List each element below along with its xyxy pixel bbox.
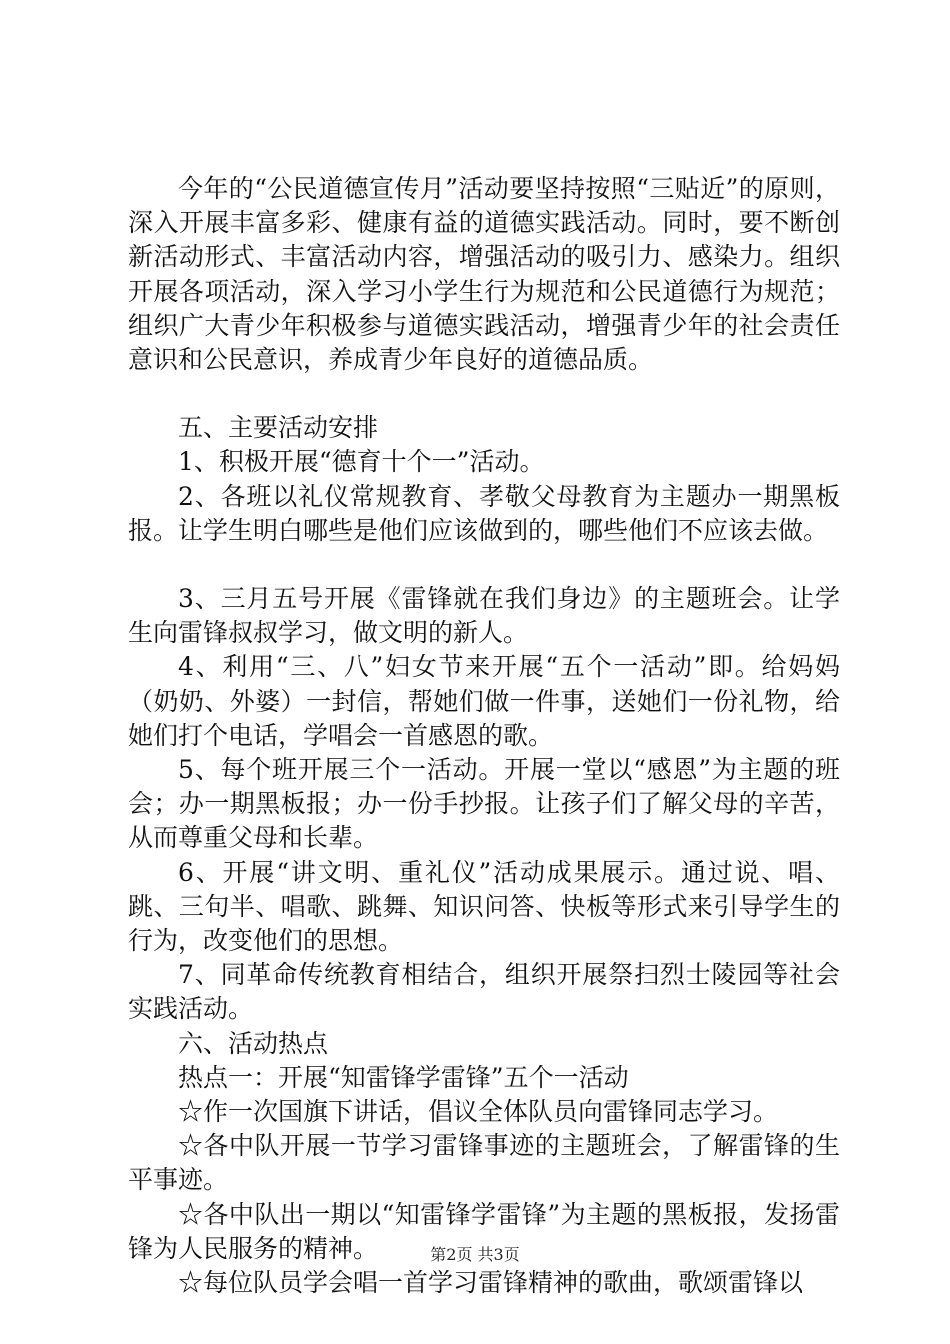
list-item: 2、各班以礼仪常规教育、孝敬父母教育为主题办一期黑板报。让学生明白哪些是他们应该做到的，哪些他们不应该去做。 [128, 481, 840, 545]
subheading-hotspot-one: 热点一：开展“知雷锋学雷锋”五个一活动 [178, 1062, 629, 1092]
list-item: 1、积极开展“德育十个一”活动。 [178, 447, 545, 477]
paragraph-spacer [128, 377, 840, 411]
list-item: ☆各中队开展一节学习雷锋事迹的主题班会，了解雷锋的生平事迹。 [128, 1131, 840, 1195]
section-heading-activities: 五、主要活动安排 [178, 413, 379, 443]
list-item: 3、三月五号开展《雷锋就在我们身边》的主题班会。让学生向雷锋叔叔学习，做文明的新人。 [128, 584, 840, 648]
list-item: ☆作一次国旗下讲话，倡议全体队员向雷锋同志学习。 [178, 1097, 779, 1127]
list-item: 4、利用“三、八”妇女节来开展“五个一活动”即。给妈妈（奶奶、外婆）一封信，帮她们做一件事，送她们一份礼物，给她们打个电话，学唱会一首感恩的歌。 [128, 652, 840, 750]
paragraph-spacer [128, 548, 840, 582]
list-item: 6、开展“讲文明、重礼仪”活动成果展示。通过说、唱、跳、三句半、唱歌、跳舞、知识问答、快板等形式来引导学生的行为，改变他们的思想。 [128, 857, 840, 956]
list-item: ☆每位队员学会唱一首学习雷锋精神的歌曲，歌颂雷锋以 [178, 1268, 804, 1298]
paragraph-intro: 今年的“公民道德宣传月”活动要坚持按照“三贴近”的原则，深入开展丰富多彩、健康有益的道德实践活动。同时，要不断创新活动形式、丰富活动内容，增强活动的吸引力、感染力。组织开展各项活动，深入学习小学生行为规范和公民道德行为规范；组织广大青少年积极参与道德实践活动，增强青少年的社会责任意识和公民意识，养成青少年良好的道德品质。 [128, 174, 840, 375]
document-body [128, 172, 840, 1300]
list-item: 5、每个班开展三个一活动。开展一堂以“感恩”为主题的班会；办一期黑板报；办一份手抄报。让孩子们了解父母的辛苦，从而尊重父母和长辈。 [128, 755, 840, 853]
section-heading-hotspots: 六、活动热点 [178, 1028, 329, 1058]
list-item: ☆各中队出一期以“知雷锋学雷锋”为主题的黑板报，发扬雷锋为人民服务的精神。 [128, 1199, 840, 1263]
list-item: 7、同革命传统教育相结合，组织开展祭扫烈士陵园等社会实践活动。 [128, 960, 840, 1024]
page-number-footer: 第2页 共3页 [430, 1245, 520, 1264]
